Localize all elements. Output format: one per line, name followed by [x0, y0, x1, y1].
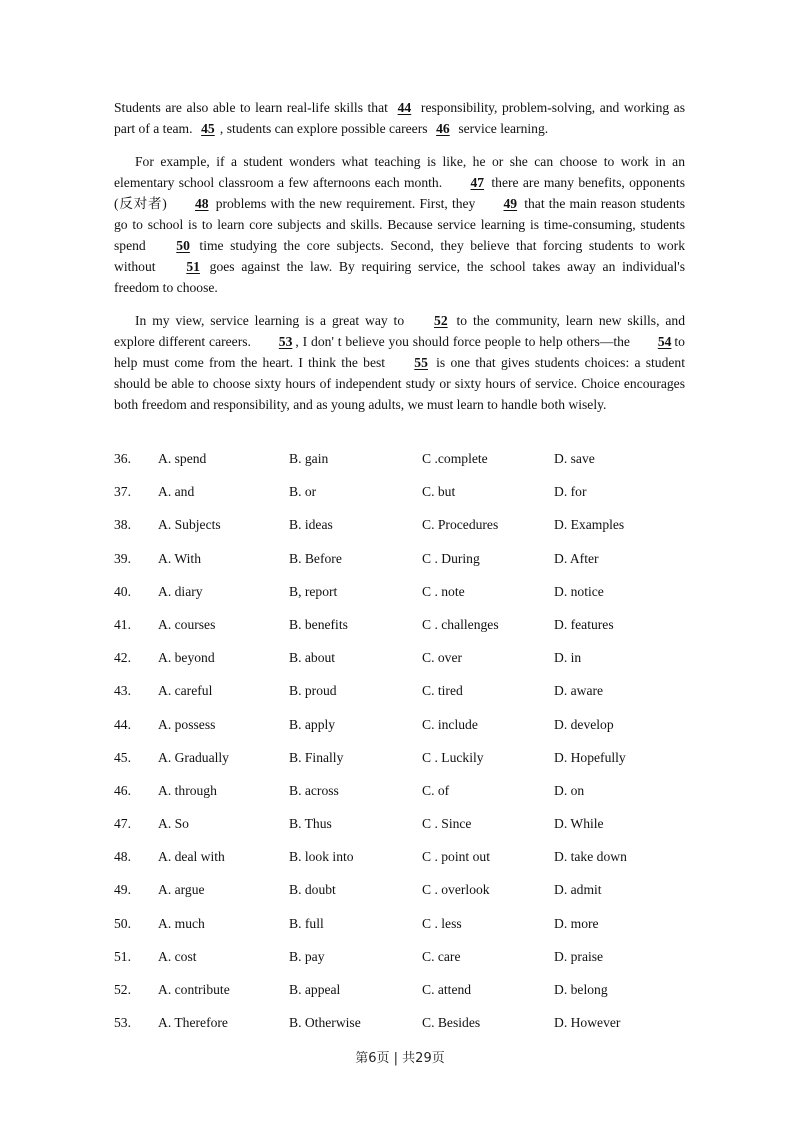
option-d: D. Examples [554, 517, 625, 533]
text: that the main reason students go to school is to learn core subjects and skills. Because service learning is time-consuming, students spend [114, 196, 686, 253]
question-row [114, 847, 714, 880]
question-row [114, 449, 714, 482]
question-row [114, 980, 714, 1013]
option-a: A. So [158, 816, 189, 832]
option-d: D. take down [554, 849, 627, 865]
option-b: B. apply [289, 716, 336, 732]
option-d: D. Hopefully [554, 749, 626, 765]
question-number: 45. [114, 749, 131, 765]
option-d: D. belong [554, 982, 608, 997]
option-d: D. praise [554, 948, 604, 964]
blank-50: 50 [176, 238, 190, 253]
paragraph-2 [114, 151, 685, 298]
blank-49: 49 [503, 196, 518, 211]
question-number: 43. [114, 683, 131, 699]
option-a: A. Subjects [158, 517, 221, 533]
option-b: B. pay [289, 948, 325, 964]
question-row [114, 1013, 714, 1046]
text: to help must come from the heart. I think the best [114, 334, 685, 370]
question-number: 42. [114, 650, 131, 666]
question-row [114, 814, 714, 847]
blank-55: 55 [414, 355, 428, 370]
question-number: 40. [114, 583, 131, 599]
option-b: B, report [289, 583, 338, 599]
option-c: C. attend [422, 982, 472, 997]
option-b: B. ideas [289, 517, 333, 533]
option-d: D. more [554, 915, 599, 931]
option-c: C .complete [422, 451, 488, 466]
option-a: A. and [158, 484, 195, 500]
option-c: C . challenges [422, 616, 499, 632]
option-a: A. Therefore [158, 1015, 228, 1031]
option-d: D. in [554, 650, 582, 666]
question-number: 37. [114, 484, 131, 500]
option-c: C . note [422, 583, 465, 599]
question-row [114, 681, 714, 714]
option-b: B. across [289, 782, 339, 798]
option-b: B. doubt [289, 882, 336, 898]
option-a: A. spend [158, 451, 207, 466]
option-d: D. aware [554, 683, 604, 699]
option-d: D. on [554, 782, 585, 798]
option-c: C. over [422, 650, 463, 666]
blank-51: 51 [186, 259, 200, 274]
question-row [114, 549, 714, 582]
option-b: B. Before [289, 550, 342, 566]
question-row [114, 482, 714, 515]
option-d: D. While [554, 816, 604, 832]
question-number: 52. [114, 982, 131, 997]
option-c: C . less [422, 915, 462, 931]
question-number: 46. [114, 782, 131, 798]
option-b: B. Otherwise [289, 1015, 361, 1031]
option-c: C. of [422, 782, 450, 798]
option-c: C . point out [422, 849, 490, 865]
question-row [114, 748, 714, 781]
question-number: 49. [114, 882, 131, 898]
question-number: 39. [114, 550, 131, 566]
option-c: C. but [422, 484, 456, 500]
question-number: 47. [114, 816, 131, 832]
text: In my view, service learning is a great way to [135, 313, 411, 328]
blank-47: 47 [470, 175, 485, 190]
text: to the community, learn new skills, and explore different careers. [114, 313, 685, 349]
option-a: A. courses [158, 616, 216, 632]
option-b: B. proud [289, 683, 337, 699]
option-d: D. features [554, 616, 614, 632]
question-row [114, 648, 714, 681]
question-number: 41. [114, 616, 131, 632]
blank-45: 45 [201, 121, 215, 136]
blank-46: 46 [436, 121, 450, 136]
text: goes against the law. By requiring service, the school takes away an individual's freedom to choose. [114, 259, 686, 295]
option-b: B. gain [289, 451, 329, 466]
option-d: D. notice [554, 583, 604, 599]
blank-44: 44 [397, 100, 412, 115]
text: is one that gives students choices: a student should be able to choose sixty hours of independent study or sixty hours of service. Choice encourages both freedom and responsibility, and as young adults, we must learn to handle both wisely. [114, 355, 686, 412]
question-row [114, 582, 714, 615]
question-number: 53. [114, 1015, 131, 1031]
option-a: A. through [158, 782, 217, 798]
option-a: A. much [158, 915, 205, 931]
question-number: 51. [114, 948, 131, 964]
option-a: A. With [158, 550, 202, 566]
option-d: D. However [554, 1015, 621, 1031]
text: time studying the core subjects. Second, they believe that forcing students to work without [114, 238, 685, 274]
option-c: C . During [422, 550, 480, 566]
answer-options-list [114, 449, 714, 1046]
option-d: D. develop [554, 716, 614, 732]
paragraph-1 [114, 97, 685, 139]
option-c: C . Since [422, 816, 472, 832]
option-d: D. After [554, 550, 599, 566]
blank-52: 52 [434, 313, 448, 328]
option-b: B. or [289, 484, 317, 500]
blank-53: 53 [278, 334, 293, 349]
option-b: B. benefits [289, 616, 348, 632]
option-b: B. appeal [289, 982, 341, 997]
text: Students are also able to learn real-life skills that [114, 100, 393, 115]
option-c: C . Luckily [422, 749, 484, 765]
option-b: B. look into [289, 849, 354, 865]
question-number: 44. [114, 716, 131, 732]
question-row [114, 781, 714, 814]
question-row [114, 947, 714, 980]
question-number: 38. [114, 517, 131, 533]
option-a: A. deal with [158, 849, 225, 865]
question-number: 36. [114, 451, 131, 466]
option-d: D. admit [554, 882, 602, 898]
option-a: A. argue [158, 882, 205, 898]
option-d: D. save [554, 451, 595, 466]
option-a: A. possess [158, 716, 216, 732]
question-row [114, 615, 714, 648]
option-a: A. diary [158, 583, 203, 599]
text: there are many benefits, opponents (反对者) [114, 175, 685, 211]
question-row [114, 880, 714, 913]
question-row [114, 715, 714, 748]
option-a: A. Gradually [158, 749, 229, 765]
text: responsibility, problem-solving, and working as part of a team. [114, 100, 685, 136]
option-b: B. about [289, 650, 336, 666]
paragraph-3 [114, 310, 685, 415]
option-a: A. contribute [158, 982, 230, 997]
blank-54: 54 [657, 334, 672, 349]
text: For example, if a student wonders what teaching is like, he or she can choose to work in an elementary school classroom a few afternoons each month. [114, 154, 685, 190]
option-d: D. for [554, 484, 587, 500]
option-b: B. full [289, 915, 324, 931]
option-c: C. care [422, 948, 461, 964]
option-a: A. cost [158, 948, 197, 964]
text: service learning. [454, 121, 549, 136]
question-number: 50. [114, 915, 131, 931]
option-c: C . overlook [422, 882, 490, 898]
option-c: C. Besides [422, 1015, 481, 1031]
text: , students can explore possible careers [219, 121, 431, 136]
question-row [114, 914, 714, 947]
blank-48: 48 [194, 196, 209, 211]
text: problems with the new requirement. First, they [211, 196, 480, 211]
question-number: 48. [114, 849, 131, 865]
option-b: B. Thus [289, 816, 332, 832]
option-c: C. tired [422, 683, 463, 699]
page-footer: 第6页 | 共29页 [355, 1051, 445, 1066]
text: , I don' t believe you should force people to help others—the [295, 334, 634, 349]
option-a: A. beyond [158, 650, 215, 666]
option-a: A. careful [158, 683, 213, 699]
question-row [114, 515, 714, 548]
option-c: C. Procedures [422, 517, 499, 533]
option-c: C. include [422, 716, 478, 732]
option-b: B. Finally [289, 749, 344, 765]
